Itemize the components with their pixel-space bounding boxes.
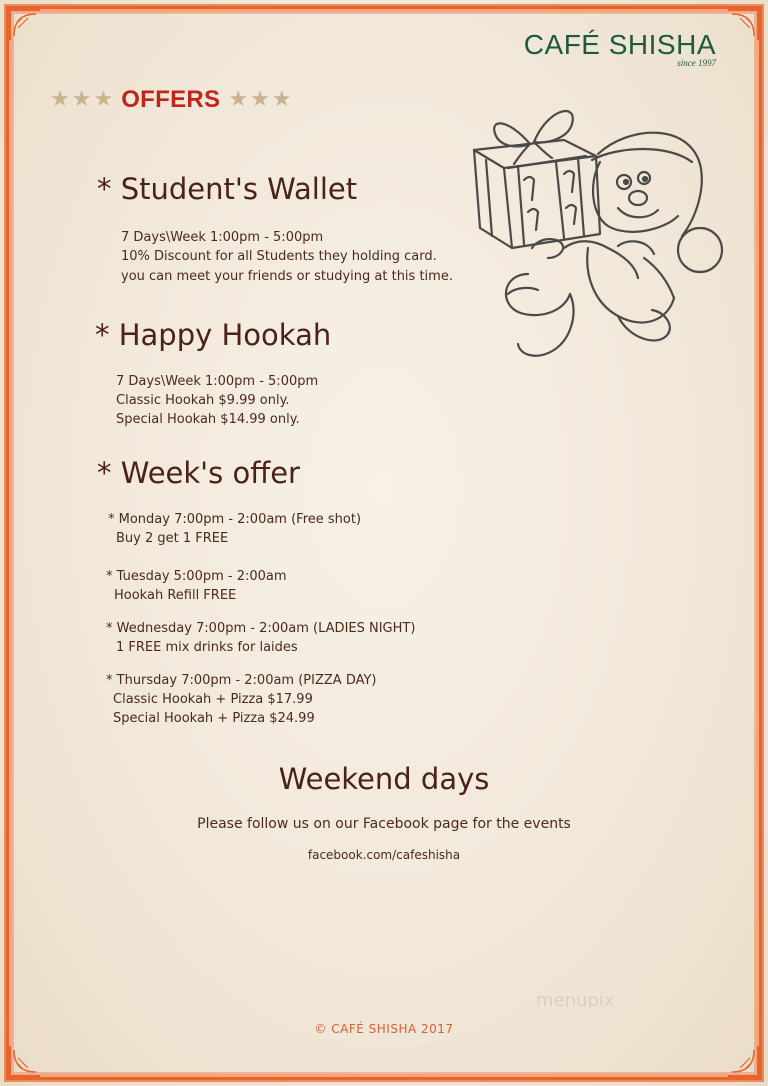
star-icon: ★ (50, 87, 70, 112)
week-day-line: 1 FREE mix drinks for laides (116, 640, 298, 655)
section-title-happy-hookah: * Happy Hookah (95, 318, 332, 352)
star-icon: ★ (71, 87, 92, 112)
corner-ornament-icon (8, 8, 42, 42)
week-day-heading: * Monday 7:00pm - 2:00am (Free shot) (108, 512, 362, 527)
week-day-line: Hookah Refill FREE (114, 588, 237, 603)
hookah-line: Special Hookah $14.99 only. (116, 412, 300, 427)
section-title-weeks-offer: * Week's offer (97, 456, 300, 490)
week-day-line: Classic Hookah + Pizza $17.99 (113, 692, 313, 707)
week-day-heading: * Tuesday 5:00pm - 2:00am (106, 569, 287, 584)
star-icon: ★ (250, 87, 270, 112)
hookah-line: Classic Hookah $9.99 only. (116, 393, 290, 408)
student-line: 7 Days\Week 1:00pm - 5:00pm (121, 230, 324, 245)
weekend-title: Weekend days (278, 762, 490, 796)
star-icon: ★ (93, 87, 114, 112)
week-day-heading: * Thursday 7:00pm - 2:00am (PIZZA DAY) (106, 673, 377, 688)
student-line: you can meet your friends or studying at this time. (121, 269, 453, 284)
brand-logo (524, 30, 716, 68)
watermark: menupix (536, 990, 615, 1011)
brand-since: since 1997 (677, 58, 716, 68)
offers-title: OFFERS (121, 86, 221, 113)
offers-header (50, 86, 294, 114)
weekend-follow-text: Please follow us on our Facebook page for the events (197, 816, 571, 832)
week-day-line: Buy 2 get 1 FREE (116, 531, 229, 546)
hookah-line: 7 Days\Week 1:00pm - 5:00pm (116, 374, 319, 389)
corner-ornament-icon (726, 8, 760, 42)
corner-ornament-icon (8, 1044, 42, 1078)
corner-ornament-icon (726, 1044, 760, 1078)
brand-name: CAFÉ SHISHA (523, 29, 716, 60)
facebook-link[interactable]: facebook.com/cafeshisha (307, 848, 461, 862)
copyright: © CAFÉ SHISHA 2017 (314, 1022, 454, 1036)
star-icon: ★ (271, 87, 292, 112)
student-line: 10% Discount for all Students they holding card. (121, 249, 437, 264)
week-day-heading: * Wednesday 7:00pm - 2:00am (LADIES NIGHT) (106, 621, 416, 636)
week-day-line: Special Hookah + Pizza $24.99 (113, 711, 315, 726)
section-title-students-wallet: * Student's Wallet (97, 172, 358, 206)
elf-with-gift-illustration (468, 98, 730, 368)
star-icon: ★ (228, 87, 249, 112)
